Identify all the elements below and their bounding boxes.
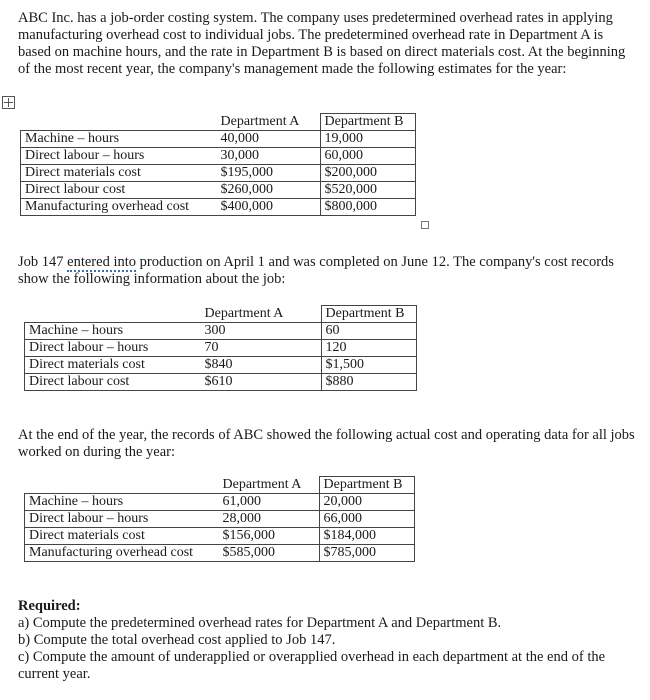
spellcheck-underline: entered into (67, 254, 137, 270)
required-title: Required: (18, 598, 81, 614)
estimates-table (20, 113, 416, 216)
table-row: Direct materials cost $195,000 $200,000 (21, 165, 416, 182)
table-row: Machine – hours 300 60 (25, 323, 417, 340)
table-row: Direct labour cost $610 $880 (25, 374, 417, 391)
header-dept-a: Department A (204, 305, 284, 321)
header-dept-b: Department B (321, 306, 416, 323)
table-row: Machine – hours 40,000 19,000 (21, 131, 416, 148)
header-dept-b: Department B (319, 477, 414, 494)
table-row: Direct materials cost $156,000 $184,000 (25, 528, 415, 545)
table-row: Direct labour – hours 28,000 66,000 (25, 511, 415, 528)
job147-table (24, 305, 417, 391)
table-row: Direct materials cost $840 $1,500 (25, 357, 417, 374)
table-row: Manufacturing overhead cost $400,000 $800,000 (21, 199, 416, 216)
intro-paragraph: ABC Inc. has a job-order costing system. The company uses predetermined overhead rates in applying manufacturing overhead cost to individual jobs. The predetermined overhead rate in Department A is based on machine hours, and the rate in Department B is based on direct materials cost. At the beginning of the most recent year, the company's management made the following estimates for the year: (18, 10, 626, 77)
table-row: Direct labour – hours 30,000 60,000 (21, 148, 416, 165)
required-section (18, 598, 638, 683)
expand-icon[interactable] (2, 96, 15, 109)
resize-handle[interactable] (421, 221, 429, 229)
header-dept-b: Department B (320, 114, 415, 131)
table-row: Manufacturing overhead cost $585,000 $785,000 (25, 545, 415, 562)
header-dept-a: Department A (220, 113, 300, 129)
year-end-paragraph: At the end of the year, the records of ABC showed the following actual cost and operating data for all jobs worked on during the year: (18, 427, 635, 460)
table-row: Machine – hours 61,000 20,000 (25, 494, 415, 511)
actuals-table (24, 476, 415, 562)
header-dept-a: Department A (222, 476, 302, 492)
table-row: Direct labour – hours 70 120 (25, 340, 417, 357)
required-item-a: a) Compute the predetermined overhead rates for Department A and Department B. (18, 615, 502, 631)
job-paragraph: Job 147 entered into production on April 1 and was completed on June 12. The company's cost records show the following information about the job: (18, 254, 614, 287)
table-row: Direct labour cost $260,000 $520,000 (21, 182, 416, 199)
required-item-c: c) Compute the amount of underapplied or overapplied overhead in each department at the end of the current year. (18, 649, 606, 682)
required-item-b: b) Compute the total overhead cost applied to Job 147. (18, 632, 336, 648)
